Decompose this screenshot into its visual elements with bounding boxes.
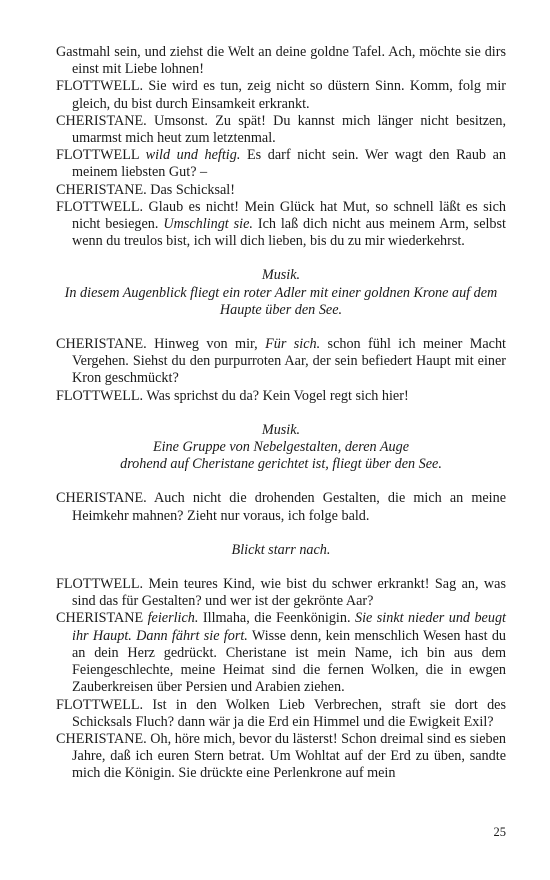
speech-text: Es darf nicht sein. Wer wagt den Raub an meinem liebsten Gut? – (72, 147, 507, 181)
stage-direction-block (56, 422, 506, 474)
speech-text: schon fühl ich meiner Macht Vergehen. Siehst du den purpurroten Aar, der sein befiedert Haupt mit einer Kron geschmückt? (72, 336, 506, 387)
speech-text: CHERISTANE. Umsonst. Zu spät! Du kannst mich länger nicht besitzen, umarmst mich heut zum letztenmal. (56, 112, 506, 147)
speech-text: Gastmahl sein, und ziehst die Welt an deine goldne Tafel. Ach, möchte sie dirs einst mit Liebe lohnen! (56, 44, 506, 78)
speech-paragraph (56, 731, 506, 783)
speech-paragraph (56, 697, 506, 731)
speech-text: Ich laß dich nicht aus meinem Arm, selbst wenn du treulos bist, ich will dich lieben, bis du zu mir wiederkehrst. (72, 216, 506, 250)
speech-paragraph (56, 610, 506, 696)
stage-direction-line: Musik. (261, 421, 301, 438)
speech-paragraph (56, 78, 506, 112)
speech-text: FLOTTWELL. Ist in den Wolken Lieb Verbrechen, straft sie dort des Schicksals Fluch? dann wär ja die Erd ein Himmel und die Ewigkeit Exil? (56, 696, 506, 730)
page-number: 25 (493, 825, 506, 839)
stage-direction-line: Eine Gruppe von Nebelgestalten, deren Auge (152, 439, 410, 456)
speech-paragraph (56, 388, 506, 405)
stage-direction-inline: Für sich. (265, 336, 321, 353)
speech-paragraph (56, 576, 506, 610)
speech-text: FLOTTWELL. Sie wird es tun, zeig nicht so düstern Sinn. Komm, folg mir gleich, du bist durch Einsamkeit erkrankt. (56, 78, 506, 112)
stage-direction-line: In diesem Augenblick fliegt ein roter Adler mit einer goldnen Krone auf dem Haupte über den See. (64, 284, 498, 318)
speech-paragraph (56, 199, 506, 251)
speech-text: Wisse denn, kein menschlich Wesen hast du an dein Herz gedrückt. Cheristane ist mein Name, ich bin aus dem Feiengeschlechte, meine Heimat sind die fernen Wolken, die in ewgen Zauberkreisen über Persien und Arabien ziehen. (72, 627, 507, 696)
speech-text: CHERISTANE. Hinweg von mir, (56, 336, 266, 353)
stage-direction-block (56, 542, 506, 559)
speech-text: FLOTTWELL. Was sprichst du da? Kein Vogel regt sich hier! (56, 387, 409, 404)
stage-direction-line: Musik. (261, 267, 301, 284)
stage-direction-inline: Umschlingt sie. (163, 216, 253, 233)
speech-paragraph (56, 44, 506, 78)
stage-direction-line: Blickt starr nach. (231, 541, 331, 558)
speech-paragraph (56, 147, 506, 181)
speech-paragraph (56, 182, 506, 199)
speech-text: CHERISTANE (56, 610, 148, 627)
stage-direction-block (56, 267, 506, 319)
stage-direction-inline: wild und heftig. (145, 147, 241, 164)
speech-text: FLOTTWELL. Glaub es nicht! Mein Glück hat Mut, so schnell läßt es sich nicht besiegen. (56, 198, 506, 233)
speech-paragraph (56, 490, 506, 524)
speech-text: FLOTTWELL. Mein teures Kind, wie bist du schwer erkrankt! Sag an, was sind das für Gestalten? und wer ist der gekrönte Aar? (56, 576, 506, 610)
speech-paragraph (56, 336, 506, 388)
stage-direction-inline: Sie sinkt nieder und beugt ihr Haupt. Dann fährt sie fort. (72, 610, 506, 644)
speech-text: CHERISTANE. Das Schicksal! (56, 181, 235, 198)
stage-direction-inline: feierlich. (147, 610, 199, 627)
page-text (56, 44, 506, 783)
speech-text: FLOTTWELL (56, 147, 146, 164)
speech-text: Illmaha, die Feenkönigin. (198, 610, 355, 627)
speech-paragraph (56, 113, 506, 147)
speech-text: CHERISTANE. Auch nicht die drohenden Gestalten, die mich an meine Heimkehr mahnen? Zieht nur voraus, ich folge bald. (56, 490, 506, 524)
speech-text: CHERISTANE. Oh, höre mich, bevor du lästerst! Schon dreimal sind es sieben Jahre, daß ich euren Stern betrat. Um Wohltat auf der Erd zu üben, sandte mich die Königin. Sie drückte eine Perlenkrone auf mein (56, 730, 506, 782)
stage-direction-line: drohend auf Cheristane gerichtet ist, fliegt über den See. (120, 456, 442, 473)
